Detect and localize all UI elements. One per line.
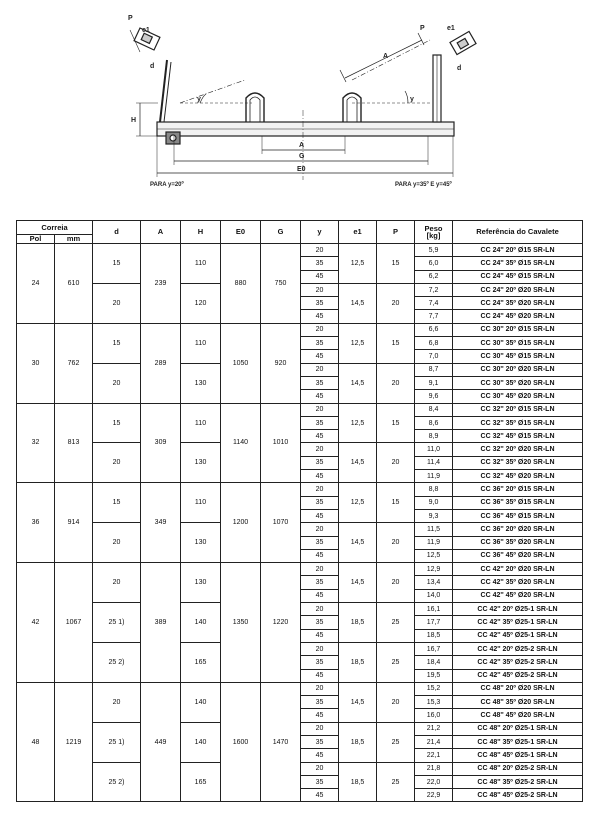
cell-peso: 6,8 <box>415 337 453 350</box>
cell-y: 45 <box>301 749 339 762</box>
header-correia: Correia <box>17 221 93 235</box>
cell-p: 20 <box>377 682 415 722</box>
cell-ref: CC 32'' 20º Ø20 SR-LN <box>453 443 583 456</box>
cell-ref: CC 32'' 35º Ø20 SR-LN <box>453 456 583 469</box>
cell-ref: CC 30'' 35º Ø15 SR-LN <box>453 337 583 350</box>
cell-g: 1070 <box>261 483 301 563</box>
cell-y: 45 <box>301 629 339 642</box>
cell-peso: 18,5 <box>415 629 453 642</box>
cell-y: 20 <box>301 443 339 456</box>
cell-ref: CC 30'' 20º Ø20 SR-LN <box>453 363 583 376</box>
cell-y: 20 <box>301 283 339 296</box>
cell-e1: 12,5 <box>339 323 377 363</box>
cell-mm: 813 <box>55 403 93 483</box>
cell-a: 389 <box>141 563 181 683</box>
label-a-top: A <box>383 53 389 60</box>
cell-peso: 21,2 <box>415 722 453 735</box>
cell-d: 15 <box>93 483 141 523</box>
cell-a: 289 <box>141 323 181 403</box>
cell-y: 45 <box>301 789 339 802</box>
cell-ref: CC 32'' 45º Ø15 SR-LN <box>453 430 583 443</box>
cell-y: 45 <box>301 589 339 602</box>
cell-y: 20 <box>301 323 339 336</box>
cell-ref: CC 32'' 35º Ø15 SR-LN <box>453 416 583 429</box>
cell-y: 20 <box>301 563 339 576</box>
cell-peso: 22,1 <box>415 749 453 762</box>
cell-p: 20 <box>377 363 415 403</box>
cell-peso: 19,5 <box>415 669 453 682</box>
cell-peso: 6,6 <box>415 323 453 336</box>
cell-p: 15 <box>377 244 415 284</box>
cell-peso: 17,7 <box>415 616 453 629</box>
label-d-right: d <box>457 65 462 72</box>
cell-p: 25 <box>377 603 415 643</box>
cell-h: 110 <box>181 244 221 284</box>
cell-h: 165 <box>181 642 221 682</box>
cell-h: 130 <box>181 523 221 563</box>
cell-peso: 15,2 <box>415 682 453 695</box>
cell-y: 35 <box>301 496 339 509</box>
cell-y: 20 <box>301 403 339 416</box>
table-row <box>17 563 583 576</box>
cell-pol: 30 <box>17 323 55 403</box>
cell-y: 35 <box>301 536 339 549</box>
cell-ref: CC 36'' 20º Ø15 SR-LN <box>453 483 583 496</box>
cell-e1: 14,5 <box>339 363 377 403</box>
cell-p: 20 <box>377 443 415 483</box>
cell-ref: CC 48'' 35º Ø25-1 SR-LN <box>453 735 583 748</box>
note-left: PARA y=20º <box>150 182 184 188</box>
cell-e0: 1600 <box>221 682 261 802</box>
cell-g: 1470 <box>261 682 301 802</box>
cell-y: 35 <box>301 456 339 469</box>
cell-h: 130 <box>181 443 221 483</box>
header-y: y <box>301 221 339 244</box>
cell-y: 20 <box>301 363 339 376</box>
header-peso <box>415 221 453 244</box>
cell-h: 110 <box>181 483 221 523</box>
cell-y: 35 <box>301 337 339 350</box>
cell-y: 45 <box>301 549 339 562</box>
cell-y: 45 <box>301 709 339 722</box>
cell-y: 35 <box>301 656 339 669</box>
cell-peso: 7,7 <box>415 310 453 323</box>
cell-p: 15 <box>377 323 415 363</box>
cell-peso: 8,9 <box>415 430 453 443</box>
cell-d: 20 <box>93 283 141 323</box>
header-ref: Referência do Cavalete <box>453 221 583 244</box>
cell-y: 20 <box>301 762 339 775</box>
cell-ref: CC 48'' 45º Ø25-1 SR-LN <box>453 749 583 762</box>
cell-peso: 7,4 <box>415 297 453 310</box>
cell-d: 25 1) <box>93 722 141 762</box>
cell-y: 45 <box>301 270 339 283</box>
label-d-left: d <box>150 63 155 70</box>
cell-h: 110 <box>181 323 221 363</box>
label-e1-right: e1 <box>447 25 455 32</box>
cell-ref: CC 42'' 20º Ø20 SR-LN <box>453 563 583 576</box>
cell-a: 309 <box>141 403 181 483</box>
cell-mm: 1067 <box>55 563 93 683</box>
header-mm: mm <box>55 235 93 244</box>
cell-e1: 14,5 <box>339 283 377 323</box>
cell-peso: 16,1 <box>415 603 453 616</box>
cell-y: 45 <box>301 430 339 443</box>
cell-y: 45 <box>301 509 339 522</box>
cell-h: 140 <box>181 603 221 643</box>
cell-e0: 1050 <box>221 323 261 403</box>
cell-peso: 7,2 <box>415 283 453 296</box>
cell-y: 20 <box>301 523 339 536</box>
cell-y: 35 <box>301 576 339 589</box>
cell-ref: CC 42'' 35º Ø25-2 SR-LN <box>453 656 583 669</box>
cell-e1: 12,5 <box>339 403 377 443</box>
cell-peso: 16,0 <box>415 709 453 722</box>
cell-ref: CC 42'' 45º Ø20 SR-LN <box>453 589 583 602</box>
cell-ref: CC 30'' 20º Ø15 SR-LN <box>453 323 583 336</box>
cell-ref: CC 36'' 35º Ø15 SR-LN <box>453 496 583 509</box>
cell-peso: 6,2 <box>415 270 453 283</box>
cell-peso: 21,8 <box>415 762 453 775</box>
cell-h: 130 <box>181 363 221 403</box>
cell-mm: 762 <box>55 323 93 403</box>
left-bracket <box>160 60 167 122</box>
cell-h: 140 <box>181 682 221 722</box>
cell-peso: 11,9 <box>415 470 453 483</box>
cell-ref: CC 48'' 20º Ø25-2 SR-LN <box>453 762 583 775</box>
label-p-left: P <box>128 15 133 22</box>
specification-table <box>16 220 583 802</box>
cell-peso: 21,4 <box>415 735 453 748</box>
cell-d: 25 1) <box>93 603 141 643</box>
cell-peso: 15,3 <box>415 696 453 709</box>
cell-ref: CC 30'' 45º Ø20 SR-LN <box>453 390 583 403</box>
cell-peso: 6,0 <box>415 257 453 270</box>
cell-d: 20 <box>93 443 141 483</box>
cell-ref: CC 48'' 35º Ø20 SR-LN <box>453 696 583 709</box>
cell-p: 25 <box>377 722 415 762</box>
cell-peso: 9,1 <box>415 376 453 389</box>
cell-y: 45 <box>301 390 339 403</box>
header-pol: Pol <box>17 235 55 244</box>
cell-y: 35 <box>301 416 339 429</box>
header-e0: E0 <box>221 221 261 244</box>
cell-mm: 1219 <box>55 682 93 802</box>
cell-g: 1010 <box>261 403 301 483</box>
cell-d: 20 <box>93 523 141 563</box>
cell-h: 140 <box>181 722 221 762</box>
cell-peso: 22,9 <box>415 789 453 802</box>
table-row <box>17 403 583 416</box>
cell-e1: 14,5 <box>339 682 377 722</box>
label-y-left: y <box>197 96 201 103</box>
cell-pol: 24 <box>17 244 55 324</box>
cell-y: 35 <box>301 696 339 709</box>
label-y-right: y <box>410 96 414 103</box>
cell-h: 130 <box>181 563 221 603</box>
cell-y: 20 <box>301 722 339 735</box>
cell-ref: CC 48'' 45º Ø25-2 SR-LN <box>453 789 583 802</box>
cell-ref: CC 48'' 35º Ø25-2 SR-LN <box>453 775 583 788</box>
header-h: H <box>181 221 221 244</box>
conveyor-idler-drawing <box>0 0 600 200</box>
cell-g: 1220 <box>261 563 301 683</box>
cell-ref: CC 36'' 45º Ø20 SR-LN <box>453 549 583 562</box>
cell-d: 20 <box>93 363 141 403</box>
cell-ref: CC 42'' 20º Ø25-1 SR-LN <box>453 603 583 616</box>
cell-ref: CC 32'' 20º Ø15 SR-LN <box>453 403 583 416</box>
cell-peso: 8,6 <box>415 416 453 429</box>
cell-a: 349 <box>141 483 181 563</box>
cell-e0: 880 <box>221 244 261 324</box>
header-a: A <box>141 221 181 244</box>
cell-ref: CC 36'' 45º Ø15 SR-LN <box>453 509 583 522</box>
cell-peso: 16,7 <box>415 642 453 655</box>
cell-y: 45 <box>301 669 339 682</box>
header-peso-unit: [kg] <box>426 231 441 240</box>
cell-peso: 8,8 <box>415 483 453 496</box>
cell-peso: 11,9 <box>415 536 453 549</box>
cell-ref: CC 24'' 20º Ø20 SR-LN <box>453 283 583 296</box>
cell-d: 20 <box>93 682 141 722</box>
label-g: G <box>299 153 305 160</box>
cell-p: 15 <box>377 403 415 443</box>
cell-d: 25 2) <box>93 762 141 802</box>
cell-y: 45 <box>301 350 339 363</box>
cell-y: 20 <box>301 642 339 655</box>
cell-peso: 11,0 <box>415 443 453 456</box>
cell-peso: 9,3 <box>415 509 453 522</box>
cell-d: 20 <box>93 563 141 603</box>
label-a-bottom: A <box>299 142 305 149</box>
cell-d: 15 <box>93 403 141 443</box>
cell-y: 35 <box>301 257 339 270</box>
cell-ref: CC 42'' 35º Ø20 SR-LN <box>453 576 583 589</box>
cell-ref: CC 30'' 45º Ø15 SR-LN <box>453 350 583 363</box>
cell-peso: 7,0 <box>415 350 453 363</box>
cell-ref: CC 42'' 20º Ø25-2 SR-LN <box>453 642 583 655</box>
cell-y: 45 <box>301 470 339 483</box>
cell-pol: 36 <box>17 483 55 563</box>
cell-p: 20 <box>377 563 415 603</box>
cell-peso: 9,0 <box>415 496 453 509</box>
cell-ref: CC 24'' 45º Ø15 SR-LN <box>453 270 583 283</box>
header-d: d <box>93 221 141 244</box>
cell-peso: 11,4 <box>415 456 453 469</box>
cell-e1: 18,5 <box>339 603 377 643</box>
cell-e0: 1350 <box>221 563 261 683</box>
cell-g: 920 <box>261 323 301 403</box>
cell-y: 45 <box>301 310 339 323</box>
note-right: PARA y=35º E y=45º <box>395 182 452 188</box>
cell-y: 35 <box>301 775 339 788</box>
cell-ref: CC 36'' 35º Ø20 SR-LN <box>453 536 583 549</box>
cell-peso: 22,0 <box>415 775 453 788</box>
cell-p: 20 <box>377 283 415 323</box>
cell-e1: 12,5 <box>339 483 377 523</box>
table-row <box>17 483 583 496</box>
cell-peso: 18,4 <box>415 656 453 669</box>
cell-peso: 8,7 <box>415 363 453 376</box>
cell-peso: 12,9 <box>415 563 453 576</box>
cell-p: 25 <box>377 642 415 682</box>
cell-peso: 11,5 <box>415 523 453 536</box>
cell-e1: 14,5 <box>339 563 377 603</box>
cell-y: 20 <box>301 244 339 257</box>
cell-a: 239 <box>141 244 181 324</box>
cell-ref: CC 30'' 35º Ø20 SR-LN <box>453 376 583 389</box>
cell-y: 35 <box>301 616 339 629</box>
cell-y: 35 <box>301 297 339 310</box>
cell-h: 120 <box>181 283 221 323</box>
cell-g: 750 <box>261 244 301 324</box>
cell-mm: 610 <box>55 244 93 324</box>
cell-pol: 32 <box>17 403 55 483</box>
cell-d: 15 <box>93 323 141 363</box>
cell-h: 110 <box>181 403 221 443</box>
cell-peso: 12,5 <box>415 549 453 562</box>
cell-ref: CC 48'' 20º Ø20 SR-LN <box>453 682 583 695</box>
label-p-right: P <box>420 25 425 32</box>
cell-pol: 42 <box>17 563 55 683</box>
cell-ref: CC 36'' 20º Ø20 SR-LN <box>453 523 583 536</box>
label-e0: E0 <box>297 166 306 173</box>
cell-d: 25 2) <box>93 642 141 682</box>
cell-e1: 18,5 <box>339 642 377 682</box>
cell-y: 20 <box>301 483 339 496</box>
header-g: G <box>261 221 301 244</box>
cell-e1: 14,5 <box>339 443 377 483</box>
cell-e1: 14,5 <box>339 523 377 563</box>
label-h: H <box>131 117 137 124</box>
cell-y: 35 <box>301 376 339 389</box>
cell-y: 35 <box>301 735 339 748</box>
cell-ref: CC 24'' 35º Ø20 SR-LN <box>453 297 583 310</box>
cell-peso: 9,6 <box>415 390 453 403</box>
table-row <box>17 682 583 695</box>
cell-e0: 1200 <box>221 483 261 563</box>
header-p: P <box>377 221 415 244</box>
cell-ref: CC 32'' 45º Ø20 SR-LN <box>453 470 583 483</box>
cell-p: 20 <box>377 523 415 563</box>
cell-e1: 12,5 <box>339 244 377 284</box>
cell-peso: 13,4 <box>415 576 453 589</box>
cell-ref: CC 24'' 35º Ø15 SR-LN <box>453 257 583 270</box>
cell-ref: CC 48'' 20º Ø25-1 SR-LN <box>453 722 583 735</box>
cell-e1: 18,5 <box>339 762 377 802</box>
cell-mm: 914 <box>55 483 93 563</box>
cell-ref: CC 24'' 45º Ø20 SR-LN <box>453 310 583 323</box>
cell-y: 20 <box>301 603 339 616</box>
header-e1: e1 <box>339 221 377 244</box>
cell-ref: CC 42'' 35º Ø25-1 SR-LN <box>453 616 583 629</box>
cell-peso: 8,4 <box>415 403 453 416</box>
label-e1-left: e1 <box>142 27 150 34</box>
cell-ref: CC 42'' 45º Ø25-2 SR-LN <box>453 669 583 682</box>
cell-peso: 14,0 <box>415 589 453 602</box>
cell-e0: 1140 <box>221 403 261 483</box>
cell-d: 15 <box>93 244 141 284</box>
cell-ref: CC 48'' 45º Ø20 SR-LN <box>453 709 583 722</box>
cell-p: 25 <box>377 762 415 802</box>
cell-y: 20 <box>301 682 339 695</box>
table-row <box>17 244 583 257</box>
cell-ref: CC 42'' 45º Ø25-1 SR-LN <box>453 629 583 642</box>
table-row <box>17 323 583 336</box>
cell-peso: 5,9 <box>415 244 453 257</box>
header-peso-label: Peso <box>424 223 443 233</box>
cell-a: 449 <box>141 682 181 802</box>
cell-e1: 18,5 <box>339 722 377 762</box>
cell-h: 165 <box>181 762 221 802</box>
cell-pol: 48 <box>17 682 55 802</box>
cell-ref: CC 24'' 20º Ø15 SR-LN <box>453 244 583 257</box>
cell-p: 15 <box>377 483 415 523</box>
